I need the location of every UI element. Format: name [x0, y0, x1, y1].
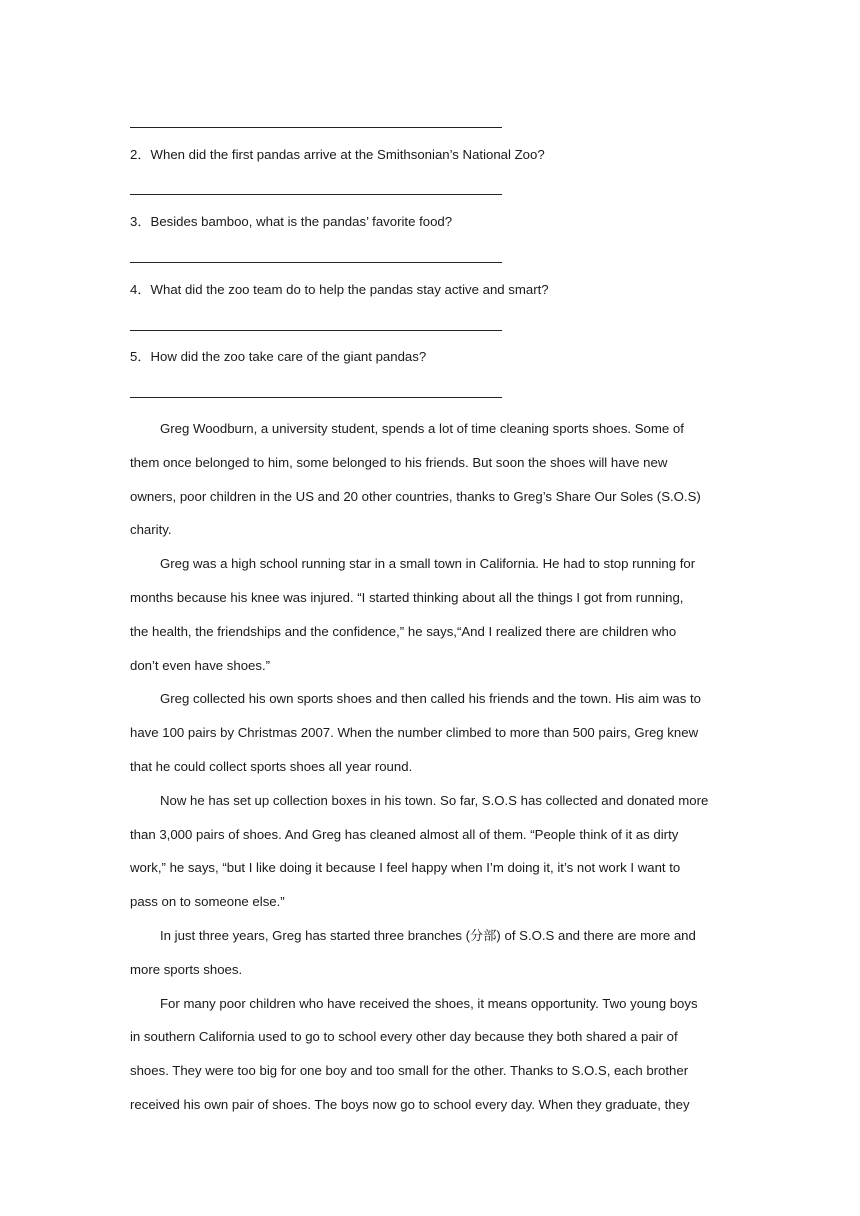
passage-line: shoes. They were too big for one boy and too small for the other. Thanks to S.O.S, each brother [130, 1063, 689, 1079]
answer-line-5 [130, 397, 502, 398]
question-text: What did the zoo team do to help the pandas stay active and smart? [150, 282, 549, 297]
passage-line: work,” he says, “but I like doing it because I feel happy when I’m doing it, it’s not work I want to [130, 860, 681, 876]
passage-line: the health, the friendships and the confidence,” he says,“And I realized there are children who [130, 623, 677, 639]
question-2 [130, 146, 545, 164]
paragraph-5 [130, 919, 730, 987]
question-3 [130, 213, 452, 231]
passage-line: For many poor children who have received the shoes, it means opportunity. Two young boys [160, 995, 698, 1011]
answer-line-2 [130, 194, 502, 195]
passage-line: charity. [130, 522, 172, 538]
passage-line: them once belonged to him, some belonged to his friends. But soon the shoes will have new [130, 454, 668, 470]
passage-line: have 100 pairs by Christmas 2007. When the number climbed to more than 500 pairs, Greg knew [130, 725, 699, 741]
passage-line: in southern California used to go to school every other day because they both shared a pair of [130, 1029, 678, 1045]
paragraph-2 [130, 547, 730, 682]
passage-line: In just three years, Greg has started three branches (分部) of S.O.S and there are more and [160, 927, 696, 943]
passage-line: Greg Woodburn, a university student, spends a lot of time cleaning sports shoes. Some of [160, 421, 684, 436]
passage-line: owners, poor children in the US and 20 other countries, thanks to Greg’s Share Our Soles (S.O.S) [130, 488, 701, 504]
paragraph-4 [130, 784, 730, 919]
passage-line: received his own pair of shoes. The boys now go to school every day. When they graduate, they [130, 1096, 690, 1112]
passage-line: Greg collected his own sports shoes and then called his friends and the town. His aim was to [160, 691, 701, 707]
passage-line: Now he has set up collection boxes in his town. So far, S.O.S has collected and donated more [160, 792, 709, 808]
passage-line: Greg was a high school running star in a small town in California. He had to stop running for [160, 556, 696, 572]
answer-line-4 [130, 330, 502, 331]
question-text: When did the first pandas arrive at the Smithsonian’s National Zoo? [150, 147, 545, 162]
reading-passage [130, 412, 730, 1122]
question-number: 3． [130, 214, 151, 229]
question-5 [130, 348, 426, 366]
passage-line: more sports shoes. [130, 961, 243, 977]
question-number: 5． [130, 349, 151, 364]
passage-line: pass on to someone else.” [130, 894, 285, 910]
question-number: 4． [130, 282, 151, 297]
answer-line-1 [130, 127, 502, 128]
question-number: 2． [130, 147, 151, 162]
passage-line: months because his knee was injured. “I started thinking about all the things I got from running, [130, 589, 684, 605]
passage-line: don’t even have shoes.” [130, 657, 271, 673]
paragraph-1 [130, 412, 730, 547]
question-text: How did the zoo take care of the giant pandas? [150, 349, 427, 364]
question-text: Besides bamboo, what is the pandas’ favorite food? [150, 214, 453, 229]
paragraph-3 [130, 682, 730, 783]
paragraph-6 [130, 987, 730, 1122]
passage-line: that he could collect sports shoes all year round. [130, 758, 413, 774]
question-4 [130, 281, 549, 299]
answer-line-3 [130, 262, 502, 263]
passage-line: than 3,000 pairs of shoes. And Greg has cleaned almost all of them. “People think of it as dirty [130, 826, 679, 842]
